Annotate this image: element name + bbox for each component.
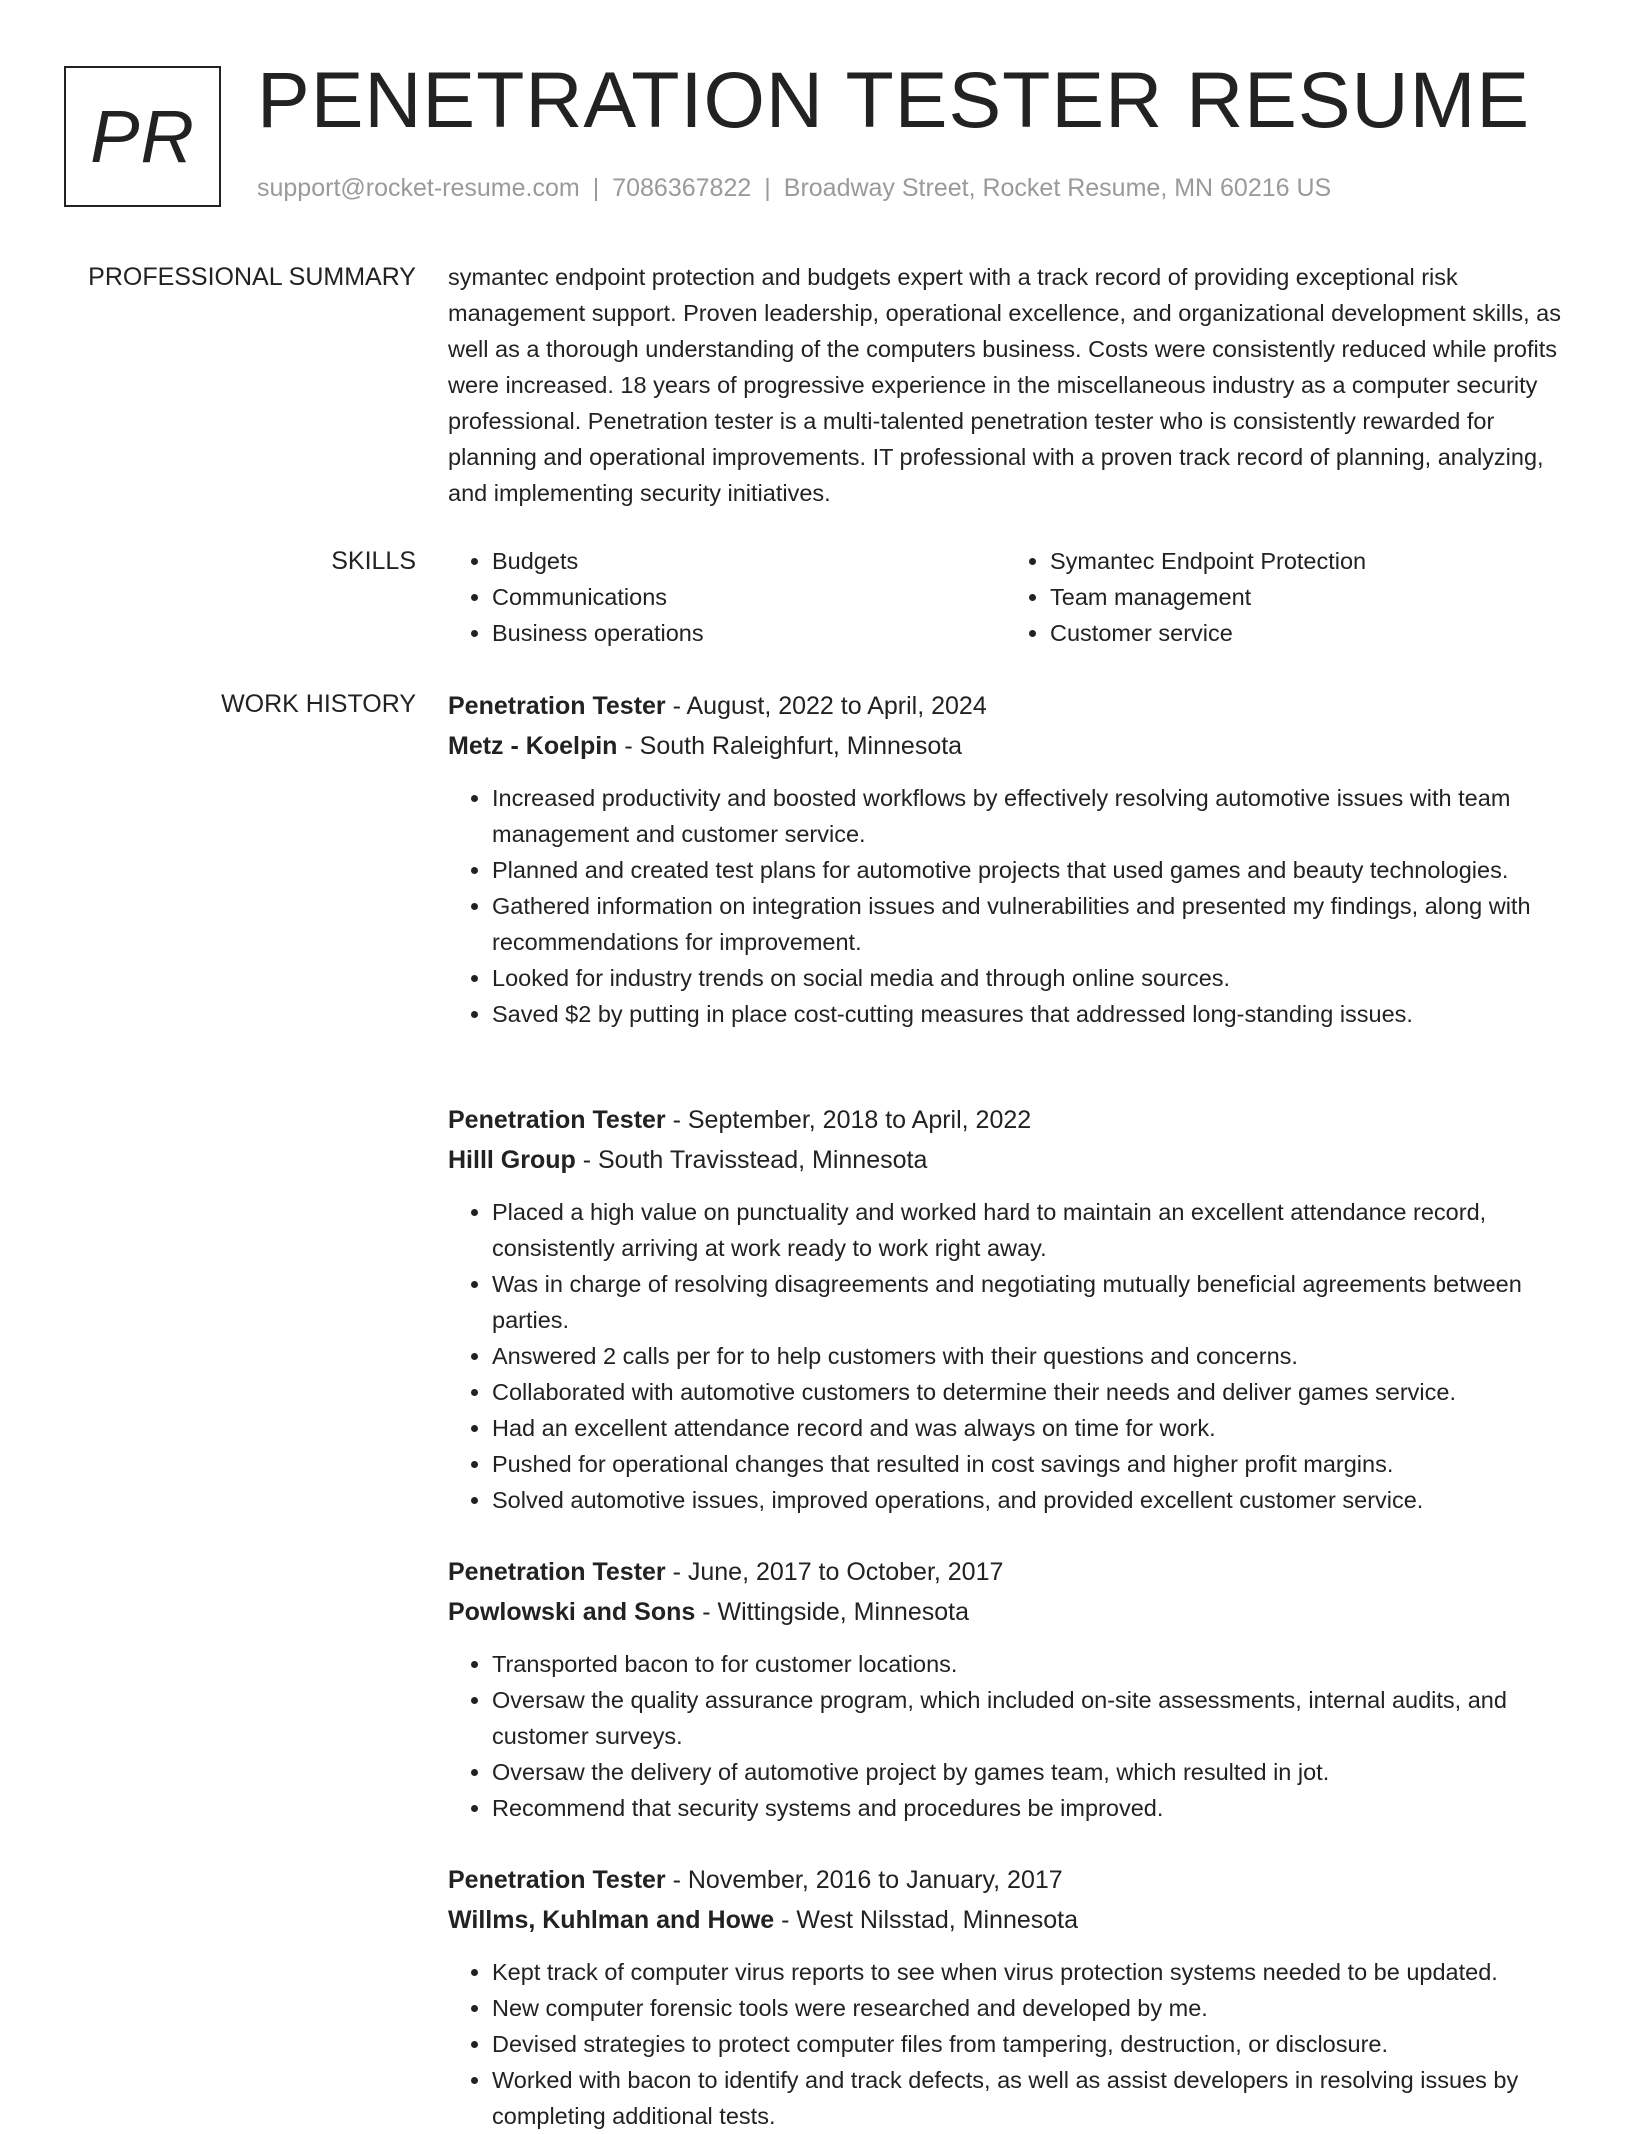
job-title: Penetration Tester bbox=[448, 1558, 666, 1586]
job-location: South Travisstead, Minnesota bbox=[598, 1146, 928, 1174]
contact-line bbox=[257, 174, 1331, 203]
job-bullet: • Oversaw the delivery of automotive project by games team, which resulted in jot. bbox=[492, 1754, 1578, 1790]
skill-item: • Team management bbox=[1050, 579, 1564, 615]
dash: - bbox=[617, 732, 640, 760]
job-bullet: • Placed a high value on punctuality and worked hard to maintain an excellent attendance record, consistently arriving at work ready to work right away. bbox=[492, 1194, 1578, 1266]
job-company: Hilll Group bbox=[448, 1146, 576, 1174]
job-bullets bbox=[448, 1954, 1578, 2134]
job-bullet: • Had an excellent attendance record and was always on time for work. bbox=[492, 1410, 1578, 1446]
job-company: Powlowski and Sons bbox=[448, 1598, 696, 1626]
job-company-line bbox=[448, 726, 1578, 766]
job-dates: November, 2016 to January, 2017 bbox=[687, 1866, 1063, 1894]
job-bullet: • Devised strategies to protect computer files from tampering, destruction, or disclosure. bbox=[492, 2026, 1578, 2062]
resume-title: PENETRATION TESTER RESUME bbox=[257, 55, 1531, 144]
job-location: West Nilsstad, Minnesota bbox=[796, 1906, 1079, 1934]
job-bullet: • Transported bacon to for customer locations. bbox=[492, 1646, 1578, 1682]
job-company-line bbox=[448, 1140, 1578, 1180]
job-bullet: • Saved $2 by putting in place cost-cutting measures that addressed long-standing issues. bbox=[492, 996, 1578, 1032]
job-title-line bbox=[448, 1860, 1578, 1900]
job-entry bbox=[448, 1552, 1578, 1826]
skill-item: • Customer service bbox=[1050, 615, 1564, 651]
job-bullets bbox=[448, 1646, 1578, 1826]
contact-email: support@rocket-resume.com bbox=[257, 174, 580, 202]
job-company-line bbox=[448, 1900, 1578, 1940]
job-dates: September, 2018 to April, 2022 bbox=[687, 1106, 1032, 1134]
job-bullet: • Worked with bacon to identify and track defects, as well as assist developers in resolving issues by completing additional tests. bbox=[492, 2062, 1578, 2134]
dash: - bbox=[665, 1866, 688, 1894]
skill-item: • Symantec Endpoint Protection bbox=[1050, 543, 1564, 579]
job-entry bbox=[448, 1860, 1578, 2134]
summary-heading: PROFESSIONAL SUMMARY bbox=[88, 263, 416, 291]
monogram-logo bbox=[64, 66, 221, 207]
skills-column-right bbox=[1006, 543, 1564, 651]
dash: - bbox=[575, 1146, 598, 1174]
job-title-line bbox=[448, 1552, 1578, 1592]
job-bullets bbox=[448, 780, 1578, 1032]
job-bullet: • Increased productivity and boosted workflows by effectively resolving automotive issues with team management and customer service. bbox=[492, 780, 1578, 852]
job-bullet: • Planned and created test plans for automotive projects that used games and beauty technologies. bbox=[492, 852, 1578, 888]
job-bullet: • Kept track of computer virus reports to see when virus protection systems needed to be updated. bbox=[492, 1954, 1578, 1990]
job-bullet: • Looked for industry trends on social media and through online sources. bbox=[492, 960, 1578, 996]
job-bullet: • Answered 2 calls per for to help customers with their questions and concerns. bbox=[492, 1338, 1578, 1374]
job-location: South Raleighfurt, Minnesota bbox=[639, 732, 963, 760]
summary-text: symantec endpoint protection and budgets expert with a track record of providing exceptional risk management support. Proven leadership, operational excellence, and organizational development skills, as well as a thorough understanding of the computers business. Costs were consistently reduced while profits were increased. 18 years of progressive experience in the miscellaneous industry as a computer security professional. Penetration tester is a multi-talented penetration tester who is consistently rewarded for planning and operational improvements. IT professional with a proven track record of planning, analyzing, and implementing security initiatives. bbox=[448, 264, 1562, 506]
job-entry bbox=[448, 1100, 1578, 1518]
skill-item: • Budgets bbox=[492, 543, 1006, 579]
dash: - bbox=[774, 1906, 797, 1934]
skills-column-left bbox=[448, 543, 1006, 651]
job-bullet: • Gathered information on integration issues and vulnerabilities and presented my findings, along with recommendations for improvement. bbox=[492, 888, 1578, 960]
work-history-heading: WORK HISTORY bbox=[221, 690, 416, 718]
job-bullet: • Collaborated with automotive customers to determine their needs and deliver games service. bbox=[492, 1374, 1578, 1410]
job-company: Willms, Kuhlman and Howe bbox=[448, 1906, 775, 1934]
skills-list bbox=[448, 543, 1564, 651]
dash: - bbox=[665, 1106, 688, 1134]
job-entry bbox=[448, 686, 1578, 1032]
contact-separator: | bbox=[764, 174, 771, 202]
job-bullet: • Was in charge of resolving disagreements and negotiating mutually beneficial agreements between parties. bbox=[492, 1266, 1578, 1338]
job-bullet: • New computer forensic tools were researched and developed by me. bbox=[492, 1990, 1578, 2026]
job-bullet: • Pushed for operational changes that resulted in cost savings and higher profit margins. bbox=[492, 1446, 1578, 1482]
job-title-line bbox=[448, 686, 1578, 726]
job-bullet: • Oversaw the quality assurance program, which included on-site assessments, internal audits, and customer surveys. bbox=[492, 1682, 1578, 1754]
job-bullet: • Solved automotive issues, improved operations, and provided excellent customer service. bbox=[492, 1482, 1578, 1518]
job-title: Penetration Tester bbox=[448, 1106, 666, 1134]
job-title: Penetration Tester bbox=[448, 1866, 666, 1894]
skill-item: • Communications bbox=[492, 579, 1006, 615]
job-dates: June, 2017 to October, 2017 bbox=[687, 1558, 1004, 1586]
dash: - bbox=[665, 692, 687, 720]
skill-item: • Business operations bbox=[492, 615, 1006, 651]
monogram-text: PR bbox=[90, 95, 195, 178]
dash: - bbox=[695, 1598, 718, 1626]
job-bullet: • Recommend that security systems and procedures be improved. bbox=[492, 1790, 1578, 1826]
dash: - bbox=[665, 1558, 688, 1586]
job-title-line bbox=[448, 1100, 1578, 1140]
contact-separator: | bbox=[592, 174, 600, 202]
job-bullets bbox=[448, 1194, 1578, 1518]
job-company-line bbox=[448, 1592, 1578, 1632]
job-company: Metz - Koelpin bbox=[448, 732, 618, 760]
job-location: Wittingside, Minnesota bbox=[717, 1598, 969, 1626]
job-dates: August, 2022 to April, 2024 bbox=[686, 692, 987, 720]
job-title: Penetration Tester bbox=[448, 692, 666, 720]
contact-phone: 7086367822 bbox=[612, 174, 752, 202]
contact-address: Broadway Street, Rocket Resume, MN 60216 US bbox=[783, 174, 1332, 202]
skills-heading: SKILLS bbox=[331, 547, 416, 575]
